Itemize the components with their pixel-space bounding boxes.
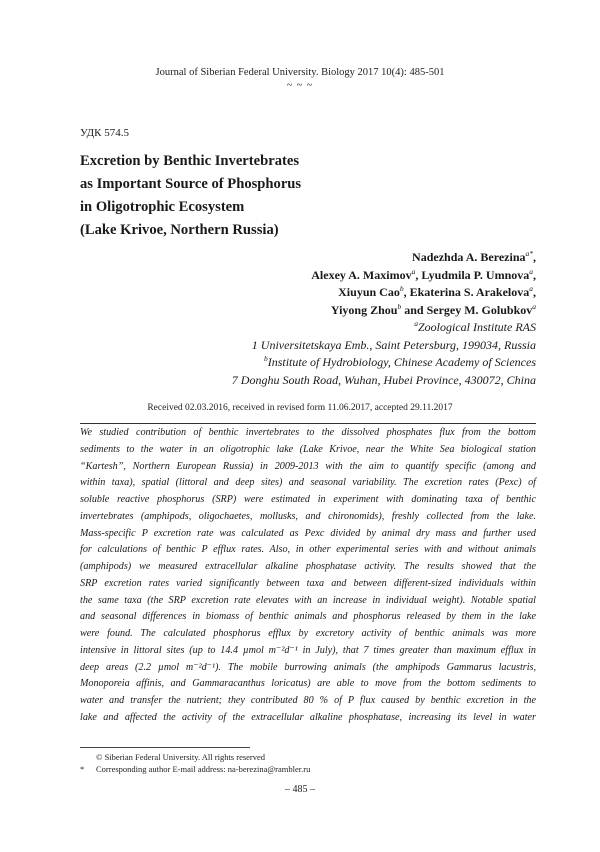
author-affil-mark: b xyxy=(397,301,402,311)
abstract-line: Monoporeia affinis, and Gammaracanthus loricatus) are able to move from the bottom sediments to xyxy=(80,678,536,690)
abstract-line: intensive in littoral sites (up to 14.4 µmol m⁻²d⁻¹ in July), that 7 times greater than maximum efflux in xyxy=(80,644,536,656)
author-line: Xiuyun Cao$^b$, Ekaterina S. Arakelova$^a$, xyxy=(338,284,536,299)
abstract-top-rule xyxy=(80,423,536,424)
title-line: Excretion by Benthic Invertebrates xyxy=(80,153,300,169)
author-line: Yiyong Zhou$^b$ and Sergey M. Golubkov$^a$ xyxy=(330,301,536,317)
affiliation-a-address: 1 Universitetskaya Emb., Saint Petersburg, 199034, Russia xyxy=(251,337,536,352)
author-affil-mark: a xyxy=(411,266,416,276)
abstract-line: We studied contribution of benthic invertebrates to the dissolved phosphates flux from the bottom xyxy=(80,427,536,438)
article-title xyxy=(80,150,380,242)
abstract-line: for calculations of benthic P efflux rates. Also, in other experimental series with and without animals xyxy=(80,544,536,556)
author-list xyxy=(311,249,536,319)
abstract-line: SRP excretion rates varied significantly between taxa and between different-sized individuals within xyxy=(80,577,536,589)
abstract-line: “Kartesh”, Northern European Russia) in 2009-2013 with the aim to quantify specific (among and xyxy=(80,460,536,472)
abstract-line: lake and affected the activity of the extracellular alkaline phosphatase, increasing its level in water xyxy=(80,711,536,723)
author-affil-mark: a xyxy=(529,284,533,293)
affiliation-b: $^b$Institute of Hydrobiology, Chinese Academy of Sciences xyxy=(263,354,536,369)
author-name: Sergey M. Golubkov xyxy=(426,302,533,317)
abstract-line: water and transfer the nutrient; they contributed 80 % of P flux caused by benthic excretion in the xyxy=(80,695,536,706)
abstract-line: deep areas (2.2 µmol m⁻²d⁻¹). The mobile burrowing animals (the amphipods Gammarus lacustris, xyxy=(80,661,536,673)
received-dates: Received 02.03.2016, received in revised form 11.06.2017, accepted 29.11.2017 xyxy=(147,403,453,413)
author-name: Nadezhda A. Berezina xyxy=(412,250,526,264)
author-name: Lyudmila P. Umnova xyxy=(421,267,530,282)
copyright-footnote: © Siberian Federal University. All rights reserved xyxy=(96,752,266,762)
corresponding-author-footnote: * Corresponding author E-mail address: na-berezina@rambler.ru xyxy=(80,764,311,774)
author-name: Xiuyun Cao xyxy=(338,285,400,299)
affiliation-b-address: 7 Donghu South Road, Wuhan, Hubei Province, 430072, China xyxy=(231,372,536,387)
author-affil-mark: a* xyxy=(525,249,533,258)
affiliations xyxy=(232,319,536,389)
abstract xyxy=(80,425,536,727)
title-line: (Lake Krivoe, Northern Russia) xyxy=(80,222,279,238)
abstract-line: and seasonal differences in biomass of benthic animals and phosphorus released by them in the lake xyxy=(80,611,536,623)
page-number: – 485 – xyxy=(285,784,315,795)
abstract-line: soluble reactive phosphorus (SRP) were estimated in experiment with dominating taxa of benthic xyxy=(80,494,536,505)
journal-header: Journal of Siberian Federal University. Biology 2017 10(4): 485-501 xyxy=(155,67,445,78)
title-line: in Oligotrophic Ecosystem xyxy=(80,199,245,215)
author-line: Nadezhda A. Berezina$^{a*}$, xyxy=(412,249,536,264)
affiliation-a: $^a$Zoological Institute RAS xyxy=(414,319,536,334)
footnotes xyxy=(80,751,310,775)
author-affil-mark: b xyxy=(399,284,404,293)
title-line: as Important Source of Phosphorus xyxy=(80,176,302,192)
author-name: Alexey A. Maximov xyxy=(311,267,412,282)
udk-code: УДК 574.5 xyxy=(80,127,130,139)
author-line: Alexey A. Maximov$^a$, Lyudmila P. Umnova$^a$, xyxy=(311,266,536,282)
abstract-line: the same taxa (the SRP excretion rate elevates with an increase in individual weight). Notable spatial xyxy=(80,594,536,606)
abstract-line: were found. The calculated phosphorus efflux by excretory activity of benthic animals was more xyxy=(80,628,536,639)
abstract-line: (amphipods) we measured extracellular alkaline phosphatase activity. The results showed that the xyxy=(80,561,536,572)
abstract-line: invertebrates (amphipods, oligochaetes, mollusks, and chironomids), freshly collected from the lake. xyxy=(80,510,536,522)
author-affil-mark: a xyxy=(529,266,533,276)
author-name: Ekaterina S. Arakelova xyxy=(409,285,530,299)
abstract-line: within taxa), spatial (littoral and deep sites) and seasonal variability. The excretion rates (Pexc) of xyxy=(80,477,536,489)
header-separator: ~ ~ ~ xyxy=(286,80,314,91)
abstract-line: sediments to the water in an oligotrophic lake (Lake Krivoe, near the White Sea biological station xyxy=(80,443,536,455)
abstract-line: Mass-specific P excretion rate was calculated as Pexc divided by animal dry mass and further used xyxy=(80,527,536,539)
author-affil-mark: a xyxy=(532,301,536,311)
author-name: Yiyong Zhou xyxy=(330,302,398,317)
footnote-rule xyxy=(80,747,250,748)
